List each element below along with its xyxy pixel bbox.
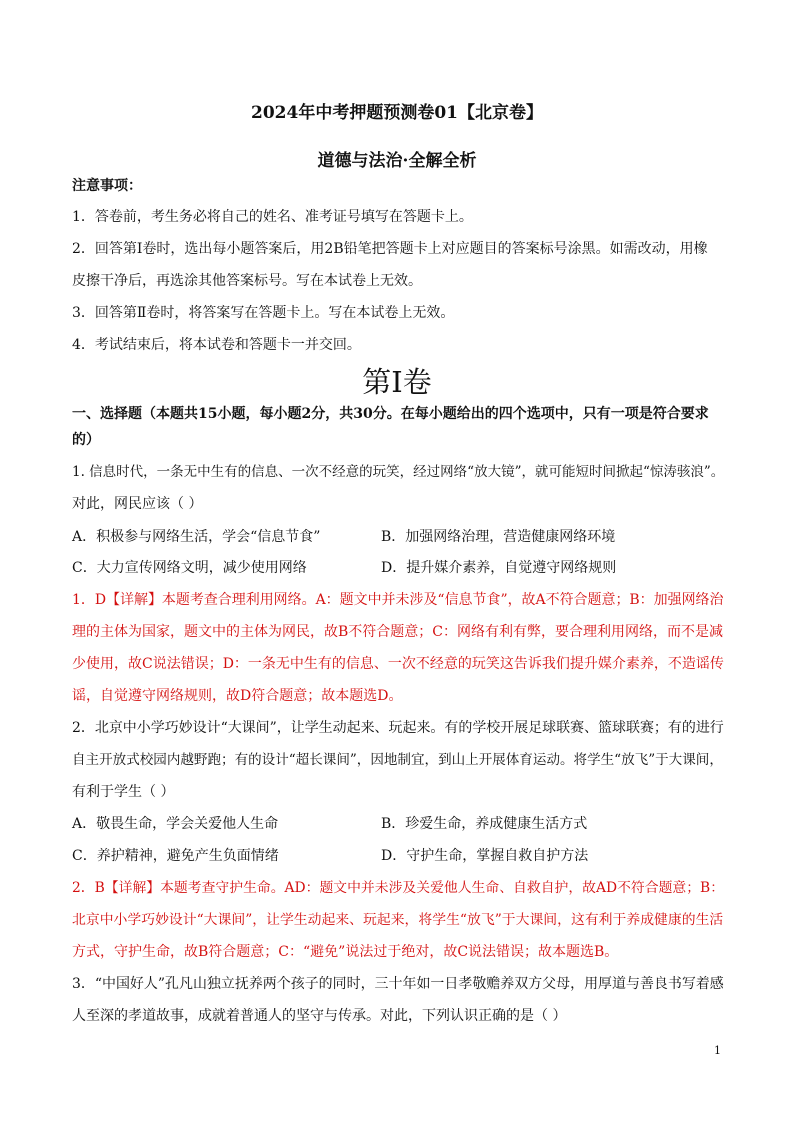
note-item: 4．考试结束后，将本试卷和答题卡一并交回。 bbox=[72, 337, 361, 353]
section-title: 第Ⅰ卷 bbox=[362, 365, 432, 399]
question-1-answer: 理的主体为国家，题文中的主体为网民，故B不符合题意；C：网络有利有弊，要合理利用网络，而不是减 bbox=[72, 624, 723, 640]
page-subtitle: 道德与法治·全解全析 bbox=[317, 151, 477, 171]
page-title: 2024年中考押题预测卷01【北京卷】 bbox=[251, 103, 543, 123]
question-3-stem: 3．“中国好人”孔凡山独立抚养两个孩子的同时，三十年如一日孝敬赡养双方父母，用厚道与善良书写着感 bbox=[72, 976, 724, 992]
question-2-option-a: A．敬畏生命，学会关爱他人生命 bbox=[72, 816, 279, 832]
question-1-option-c: C．大力宣传网络文明，减少使用网络 bbox=[72, 560, 307, 576]
note-item: 皮擦干净后，再选涂其他答案标号。写在本试卷上无效。 bbox=[72, 273, 422, 289]
note-item: 1．答卷前，考生务必将自己的姓名、准考证号填写在答题卡上。 bbox=[72, 209, 473, 225]
section-intro: 一、选择题（本题共15小题，每小题2分，共30分。在每小题给出的四个选项中，只有一项是符合要求 bbox=[72, 406, 709, 422]
question-1-answer: 1．D【详解】本题考查合理利用网络。A：题文中并未涉及“信息节食”，故A不符合题意；B：加强网络治 bbox=[72, 592, 724, 608]
question-2-stem: 自主开放式校园内越野跑；有的设计“超长课间”，因地制宜，到山上开展体育运动。将学生“放飞”于大课间， bbox=[72, 752, 723, 768]
section-intro: 的） bbox=[72, 432, 100, 448]
question-1-option-a: A．积极参与网络生活，学会“信息节食” bbox=[72, 529, 321, 545]
question-1-answer: 谣，自觉遵守网络规则，故D符合题意；故本题选D。 bbox=[72, 688, 403, 704]
question-1-stem: 1. 信息时代，一条无中生有的信息、一次不经意的玩笑，经过网络“放大镜”，就可能短时间掀起“惊涛骇浪”。 bbox=[72, 464, 725, 480]
note-item: 3．回答第Ⅱ卷时，将答案写在答题卡上。写在本试卷上无效。 bbox=[72, 305, 455, 321]
question-2-option-d: D．守护生命，掌握自救自护方法 bbox=[381, 848, 589, 864]
page-number: 1 bbox=[714, 1044, 721, 1057]
question-2-option-c: C．养护精神，避免产生负面情绪 bbox=[72, 848, 279, 864]
question-2-answer: 2．B【详解】本题考查守护生命。AD：题文中并未涉及关爱他人生命、自救自护，故AD不符合题意；B： bbox=[72, 880, 725, 896]
question-1-option-d: D．提升媒介素养，自觉遵守网络规则 bbox=[381, 560, 617, 576]
question-2-answer: 方式，守护生命，故B符合题意；C：“避免”说法过于绝对，故C说法错误；故本题选B。 bbox=[72, 944, 619, 960]
question-1-answer: 少使用，故C说法错误；D：一条无中生有的信息、一次不经意的玩笑这告诉我们提升媒介素养，不造谣传 bbox=[72, 656, 724, 672]
question-1-option-b: B．加强网络治理，营造健康网络环境 bbox=[381, 529, 616, 545]
question-1-stem: 对此，网民应该（ ） bbox=[72, 496, 203, 512]
question-2-answer: 北京中小学巧妙设计“大课间”，让学生动起来、玩起来，将学生“放飞”于大课间，这有利于养成健康的生活 bbox=[72, 912, 724, 928]
note-item: 2．回答第Ⅰ卷时，选出每小题答案后，用2B铅笔把答题卡上对应题目的答案标号涂黑。如需改动，用橡 bbox=[72, 241, 708, 257]
notes-heading: 注意事项： bbox=[72, 178, 142, 194]
question-3-stem: 人至深的孝道故事，成就着普通人的坚守与传承。对此，下列认识正确的是（ ） bbox=[72, 1008, 567, 1024]
question-2-stem: 有利于学生（ ） bbox=[72, 784, 175, 800]
question-2-stem: 2．北京中小学巧妙设计“大课间”，让学生动起来、玩起来。有的学校开展足球联赛、篮球联赛；有的进行 bbox=[72, 720, 724, 736]
question-2-option-b: B．珍爱生命，养成健康生活方式 bbox=[381, 816, 588, 832]
